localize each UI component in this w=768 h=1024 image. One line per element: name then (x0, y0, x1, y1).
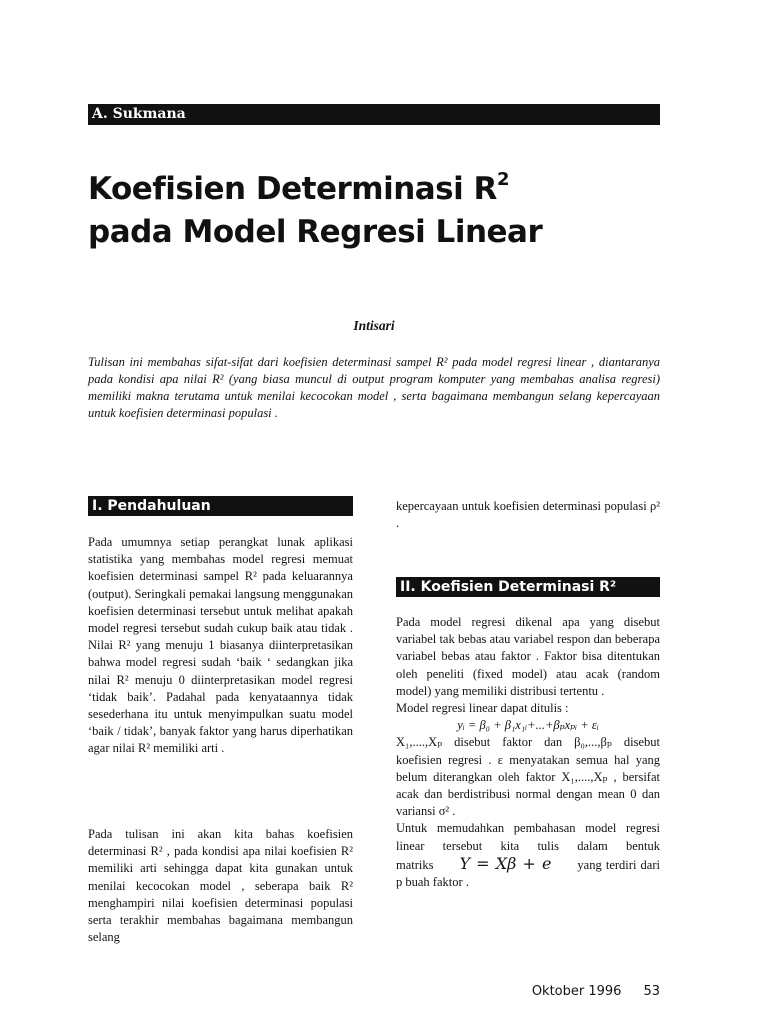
paragraph-text: Model regresi linear dapat ditulis : (396, 701, 569, 716)
paragraph-text: Pada tulisan ini akan kita bahas koefisien determinasi R² , pada kondisi apa nilai koefisien R² memiliki arti sehingga dapat kita gunakan untuk menilai kecocokan model , seberapa baik R² menghampiri nilai koefisien determinasi populasi serta terakhir membahas bagaimana membangun selang (88, 827, 353, 945)
title-superscript: 2 (496, 169, 509, 190)
page-footer (500, 984, 660, 999)
title-line-1-text: Koefisien Determinasi R (88, 171, 497, 207)
abstract-heading: Intisari (353, 318, 395, 333)
author-bar (88, 104, 660, 125)
issue-date: Oktober 1996 (531, 984, 622, 999)
paragraph-text: Pada umumnya setiap perangkat lunak aplikasi statistika yang membahas model regresi memuat koefisien determinasi sampel R² pada keluarannya (output). Seringkali pemakai langsung menggunakan koefisien determinasi tersebut untuk melihat apakah model regresi tersebut sudah cukup baik atau tidak . Nilai R² yang menuju 1 biasanya diinterpretasikan bahwa model regresi sudah ‘baik ‘ sedangkan jika nilai R² menuju 0 diinterpretasikan model regresi ‘tidak baik’. Padahal pada kenyataannya tidak sesederhana itu untuk menyimpulkan suatu model ‘baik / tidak’, banyak faktor yang harus diperhatikan agar nilai R² memiliki arti . (88, 535, 353, 756)
paragraph-text: kepercayaan untuk koefisien determinasi populasi ρ² . (396, 499, 660, 531)
title-line-2: pada Model Regresi Linear (88, 214, 543, 250)
page-number: 53 (643, 984, 660, 999)
section-1-continuation (396, 498, 660, 532)
paragraph-text: X₁,....,Xₚ disebut faktor dan β₀,...,βₚ disebut koefisien regresi . ε menyatakan semua hal yang belum diterangkan oleh faktor X₁,....,Xₚ , bersifat acak dan berdistribusi normal dengan mean 0 dan variansi σ² . (396, 735, 660, 819)
section-1-heading: I. Pendahuluan (88, 496, 353, 516)
paragraph-text: yang terdiri dari p buah faktor . (396, 857, 660, 890)
section-2-body (396, 614, 660, 891)
section-1-paragraph-1 (88, 534, 353, 758)
abstract-text: Tulisan ini membahas sifat-sifat dari koefisien determinasi sampel R² pada model regresi linear , diantaranya pada kondisi apa nilai R² (yang biasa muncul di output program komputer yang membahas analisa regresi) memiliki makna terutama untuk menilai kecocokan model , serta bagaimana membangun selang kepercayaan untuk koefisien determinasi populasi . (88, 355, 660, 420)
paragraph-text: Untuk memudahkan pembahasan model regresi linear tersebut kita tulis dalam bentuk matriks (396, 821, 660, 872)
section-2-heading: II. Koefisien Determinasi R² (396, 577, 660, 597)
article-title (88, 168, 688, 254)
paragraph-text: Pada model regresi dikenal apa yang disebut variabel tak bebas atau variabel respon dan beberapa variabel bebas atau faktor . Faktor bisa ditentukan oleh peneliti (fixed model) atau acak (random model) yang memiliki distribusi tertentu . (396, 615, 660, 698)
title-line-1 (88, 168, 688, 211)
author-name: A. Sukmana (92, 106, 186, 122)
regression-equation: yᵢ = β₀ + β₁x₁ᵢ+...+βₚxₚᵢ + εᵢ (457, 718, 599, 733)
matrix-equation: Y = Xβ + e (459, 853, 552, 873)
paragraph-matrix (396, 820, 660, 891)
section-1-paragraph-2 (88, 826, 353, 946)
